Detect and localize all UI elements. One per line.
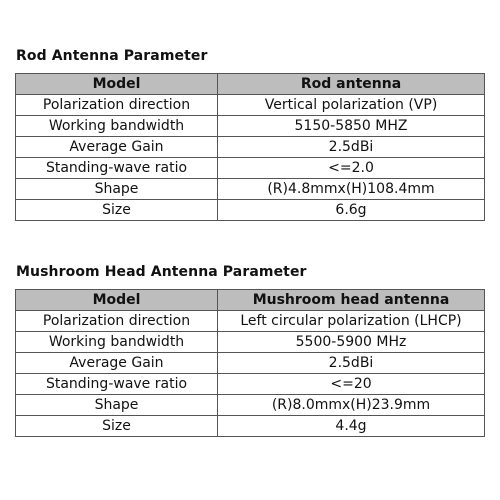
table-row [16, 137, 485, 158]
table-header-row [16, 74, 485, 95]
rod-antenna-table [15, 73, 485, 221]
param-value: 5150-5850 MHZ [218, 116, 485, 137]
table-row [16, 116, 485, 137]
param-label: Working bandwidth [16, 116, 218, 137]
param-label: Size [16, 200, 218, 221]
param-label: Average Gain [16, 137, 218, 158]
header-model: Model [16, 74, 218, 95]
param-label: Average Gain [16, 353, 218, 374]
param-value: 5500-5900 MHz [218, 332, 485, 353]
param-label: Standing-wave ratio [16, 158, 218, 179]
table-row [16, 332, 485, 353]
param-value: <=2.0 [218, 158, 485, 179]
table-row [16, 158, 485, 179]
param-label: Shape [16, 395, 218, 416]
mushroom-antenna-table [15, 289, 485, 437]
param-label: Standing-wave ratio [16, 374, 218, 395]
param-value: 4.4g [218, 416, 485, 437]
table-row [16, 395, 485, 416]
param-label: Polarization direction [16, 311, 218, 332]
header-model-value: Rod antenna [218, 74, 485, 95]
table-row [16, 416, 485, 437]
param-value: Left circular polarization (LHCP) [218, 311, 485, 332]
rod-antenna-title: Rod Antenna Parameter [16, 48, 208, 64]
param-value: (R)4.8mmx(H)108.4mm [218, 179, 485, 200]
table-row [16, 200, 485, 221]
param-value: 2.5dBi [218, 137, 485, 158]
param-label: Shape [16, 179, 218, 200]
header-model-value: Mushroom head antenna [218, 290, 485, 311]
header-model: Model [16, 290, 218, 311]
table-row [16, 95, 485, 116]
param-value: <=20 [218, 374, 485, 395]
param-label: Working bandwidth [16, 332, 218, 353]
param-label: Size [16, 416, 218, 437]
param-value: 2.5dBi [218, 353, 485, 374]
table-row [16, 179, 485, 200]
table-row [16, 311, 485, 332]
param-value: (R)8.0mmx(H)23.9mm [218, 395, 485, 416]
mushroom-antenna-title: Mushroom Head Antenna Parameter [16, 264, 307, 280]
table-row [16, 353, 485, 374]
table-header-row [16, 290, 485, 311]
param-value: Vertical polarization (VP) [218, 95, 485, 116]
param-value: 6.6g [218, 200, 485, 221]
table-row [16, 374, 485, 395]
param-label: Polarization direction [16, 95, 218, 116]
